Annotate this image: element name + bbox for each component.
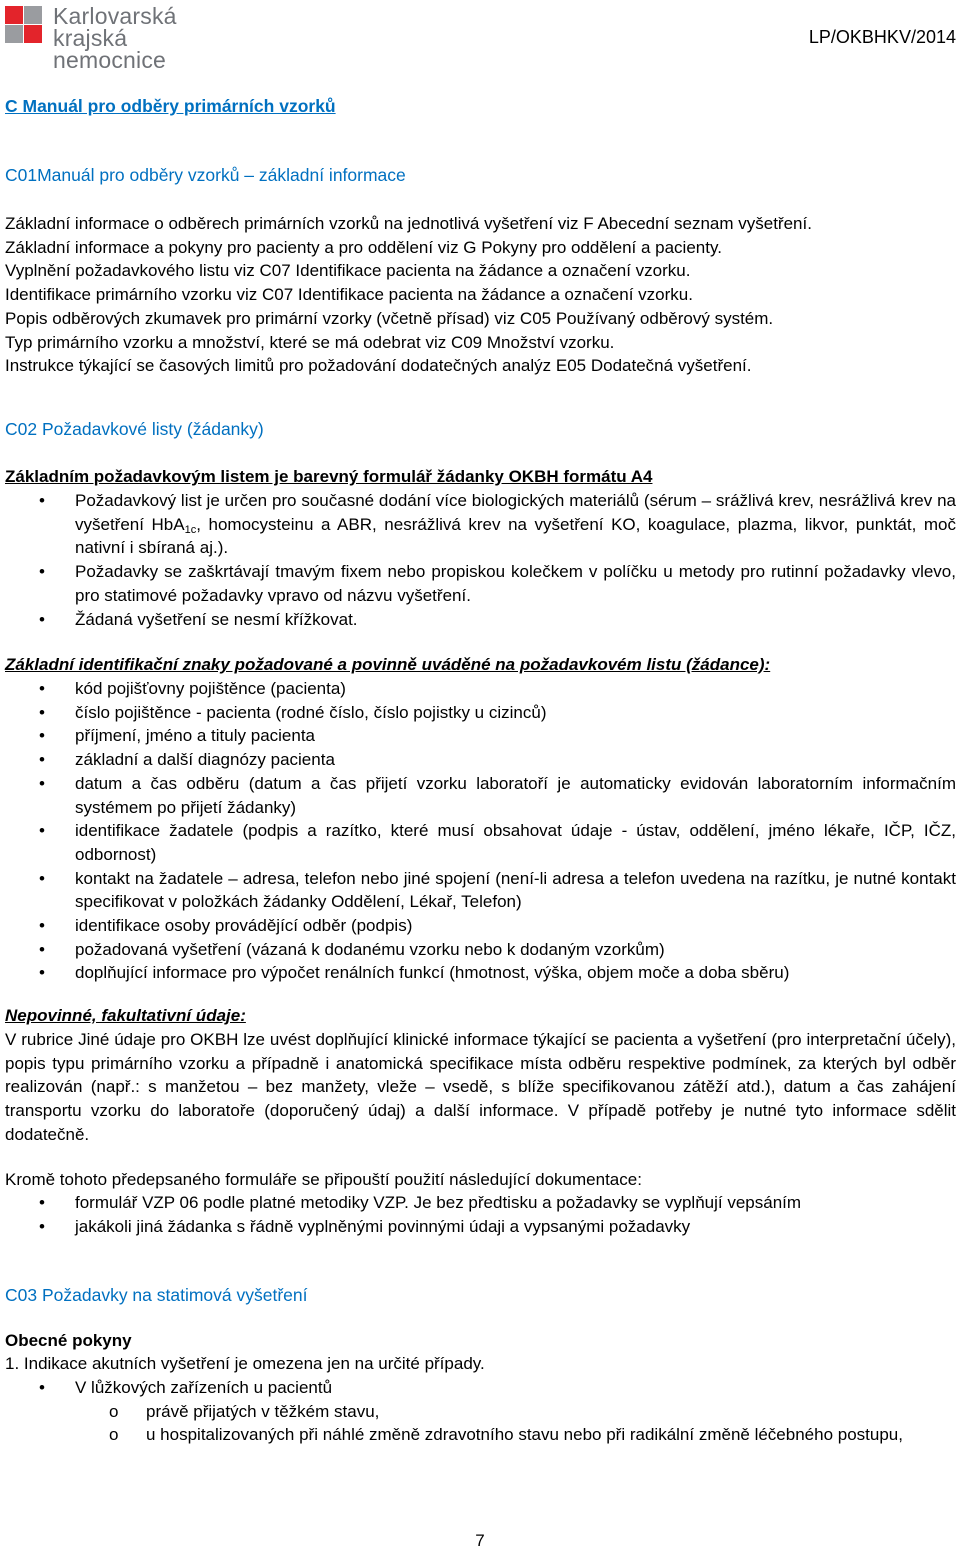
list-item: • kód pojišťovny pojištěnce (pacienta) (5, 677, 956, 701)
logo-text: Karlovarská krajská nemocnice (53, 3, 177, 73)
list-item: • Požadavky se zaškrtávají tmavým fixem nebo propiskou kolečkem v políčku u metody pro rutinní požadavky vlevo, pro statimové požadavky vpravo od názvu vyšetření. (5, 560, 956, 607)
c02-other-docs-intro: Kromě tohoto předepsaného formuláře se připouští použití následující dokumentace: (5, 1170, 642, 1189)
list-item: • jakákoli jiná žádanka s řádně vyplněnými povinnými údaji a vypsanými požadavky (5, 1215, 956, 1239)
list-item: • Žádaná vyšetření se nesmí křížkovat. (5, 608, 956, 632)
c01-line: Základní informace o odběrech primárních vzorků na jednotlivá vyšetření viz F Abecední seznam vyšetření. (5, 214, 812, 233)
c02-form-list (5, 489, 956, 631)
c01-line: Identifikace primárního vzorku viz C07 Identifikace pacienta na žádance a označení vzorku. (5, 285, 693, 305)
list-item: • formulář VZP 06 podle platné metodiky VZP. Je bez předtisku a požadavky se vyplňují vepsáním (5, 1191, 956, 1215)
c03-item-1: 1. Indikace akutních vyšetření je omezena jen na určité případy. (5, 1354, 485, 1373)
hospital-logo (5, 3, 215, 73)
c02-other-docs-list (5, 1191, 956, 1238)
c02-subheading-optional: Nepovinné, fakultativní údaje: (5, 1006, 246, 1025)
c03-subheading: Obecné pokyny (5, 1331, 132, 1350)
c02-subheading-form: Základním požadavkovým listem je barevný formulář žádanky OKBH formátu A4 (5, 467, 653, 486)
c01-line: Základní informace a pokyny pro pacienty a pro oddělení viz G Pokyny pro oddělení a pacienty. (5, 237, 722, 257)
c01-line: Popis odběrových zkumavek pro primární vzorky (včetně přísad) viz C05 Používaný odběrový systém. (5, 308, 774, 328)
document-code: LP/OKBHKV/2014 (808, 27, 956, 47)
list-item: • V lůžkových zařízeních u pacientů (5, 1376, 956, 1400)
sub-list-item: o právě přijatých v těžkém stavu, (5, 1400, 956, 1424)
c02-subheading-required: Základní identifikační znaky požadované a povinně uváděné na požadavkovém listu (žádance): (5, 655, 771, 674)
list-item: • Požadavkový list je určen pro současné dodání více biologických materiálů (sérum – srážlivá krev, nesrážlivá krev na vyšetření HbA$_{1c}$, homocysteinu a ABR, nesrážlivá krev na vyšetření KO, koagulace, plazma, likvor, punktát, moč nativní i sbíraná aj.). (5, 489, 956, 560)
list-item: • doplňující informace pro výpočet renálních funkcí (hmotnost, výška, objem moče a doba sběru) (5, 961, 956, 985)
c02-heading: C02 Požadavkové listy (žádanky) (5, 419, 264, 439)
page-number: 7 (475, 1531, 485, 1550)
c02-required-list (5, 677, 956, 985)
c01-heading: C01Manuál pro odběry vzorků – základní informace (5, 165, 406, 185)
list-item: • požadovaná vyšetření (vázaná k dodanému vzorku nebo k dodaným vzorkům) (5, 938, 956, 962)
c01-text (5, 212, 956, 378)
list-item: • identifikace osoby provádějící odběr (podpis) (5, 914, 956, 938)
c02-optional-paragraph: V rubrice Jiné údaje pro OKBH lze uvést doplňující klinické informace týkající se pacienta a vyšetření (pro interpretační účely), popis typu primárního vzorku a případně i anatomická specifikace místa odběru respektive podmínek, za kterých byl odběr realizován (např.: s manžetou – bez manžety, vleže – vsedě, s blíže specifikovanou zátěží atd.), datum a čas zahájení transportu vzorku do laboratoře (doporučený údaj) a další informace. V případě potřeby je nutné tyto informace sdělit dodatečně. (5, 1030, 956, 1144)
c03-list (5, 1376, 956, 1447)
c01-line: Instrukce týkající se časových limitů pro požadování dodatečných analýz E05 Dodatečná vyšetření. (5, 356, 752, 376)
list-item: • číslo pojištěnce - pacienta (rodné číslo, číslo pojistky u cizinců) (5, 701, 956, 725)
logo-cross-icon (5, 6, 23, 24)
list-item: • identifikace žadatele (podpis a razítko, které musí obsahovat údaje - ústav, oddělení, jméno lékaře, IČP, IČZ, odbornost) (5, 819, 956, 866)
c01-line: Typ primárního vzorku a množství, které se má odebrat viz C09 Množství vzorku. (5, 332, 615, 352)
list-item: • příjmení, jméno a tituly pacienta (5, 724, 956, 748)
c01-line: Vyplnění požadavkového listu viz C07 Identifikace pacienta na žádance a označení vzorku. (5, 261, 691, 281)
list-item: • základní a další diagnózy pacienta (5, 748, 956, 772)
c03-heading: C03 Požadavky na statimová vyšetření (5, 1285, 308, 1305)
list-item: • datum a čas odběru (datum a čas přijetí vzorku laboratoří je automaticky evidován laboratorním informačním systémem po přijetí žádanky) (5, 772, 956, 819)
chapter-title: C Manuál pro odběry primárních vzorků (5, 96, 336, 116)
sub-list-item: o u hospitalizovaných při náhlé změně zdravotního stavu nebo při radikální změně léčebného postupu, (5, 1423, 956, 1447)
list-item: • kontakt na žadatele – adresa, telefon nebo jiné spojení (není-li adresa a telefon uvedena na razítku, je nutné kontakt specifikovat v položkách žádanky Oddělení, Lékař, Telefon) (5, 867, 956, 914)
